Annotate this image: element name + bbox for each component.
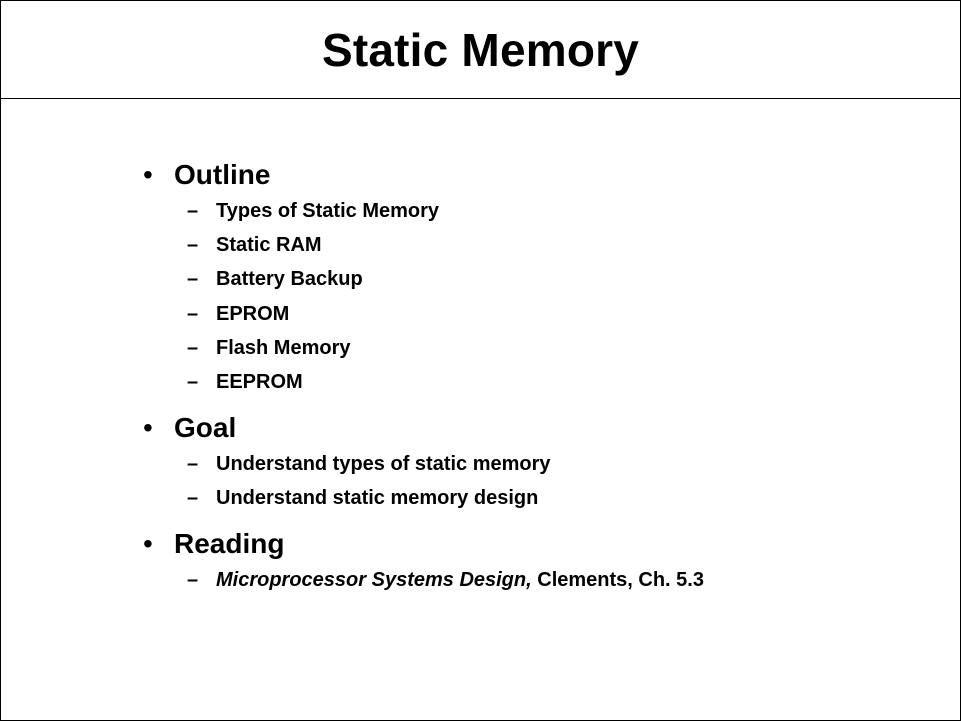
slide-title: Static Memory bbox=[321, 23, 640, 76]
citation-rest: Clements, Ch. 5.3 bbox=[531, 569, 704, 591]
dash-icon: – bbox=[187, 453, 199, 475]
list-item-text: Understand static memory design bbox=[216, 487, 539, 510]
dash-icon: – bbox=[187, 268, 199, 291]
dash-icon: – bbox=[187, 302, 199, 325]
list-item-text: Battery Backup bbox=[216, 268, 363, 291]
reading-citation bbox=[216, 566, 704, 594]
dash-icon: – bbox=[187, 200, 199, 222]
bullet-heading: Goal bbox=[174, 412, 237, 443]
book-title: Microprocessor Systems Design, bbox=[216, 569, 532, 591]
dash-icon: – bbox=[187, 487, 199, 510]
bullet-heading: Outline bbox=[174, 159, 271, 190]
dash-icon: – bbox=[187, 370, 199, 393]
list-item-text: Flash Memory bbox=[216, 336, 351, 359]
dash-icon: – bbox=[187, 336, 199, 359]
list-item-text: Static RAM bbox=[216, 234, 322, 257]
dash-icon: – bbox=[187, 569, 199, 591]
list-item-text: EPROM bbox=[216, 302, 290, 325]
title-bar bbox=[1, 1, 960, 99]
list-item-text: Types of Static Memory bbox=[216, 200, 440, 222]
bullet-dot-icon: • bbox=[143, 159, 153, 190]
dash-icon: – bbox=[187, 234, 199, 257]
list-item-text: EEPROM bbox=[216, 370, 303, 393]
bullet-dot-icon: • bbox=[143, 528, 153, 559]
bullet-dot-icon: • bbox=[143, 412, 153, 443]
list-item-text: Understand types of static memory bbox=[216, 453, 551, 475]
bullet-heading: Reading bbox=[174, 528, 285, 559]
